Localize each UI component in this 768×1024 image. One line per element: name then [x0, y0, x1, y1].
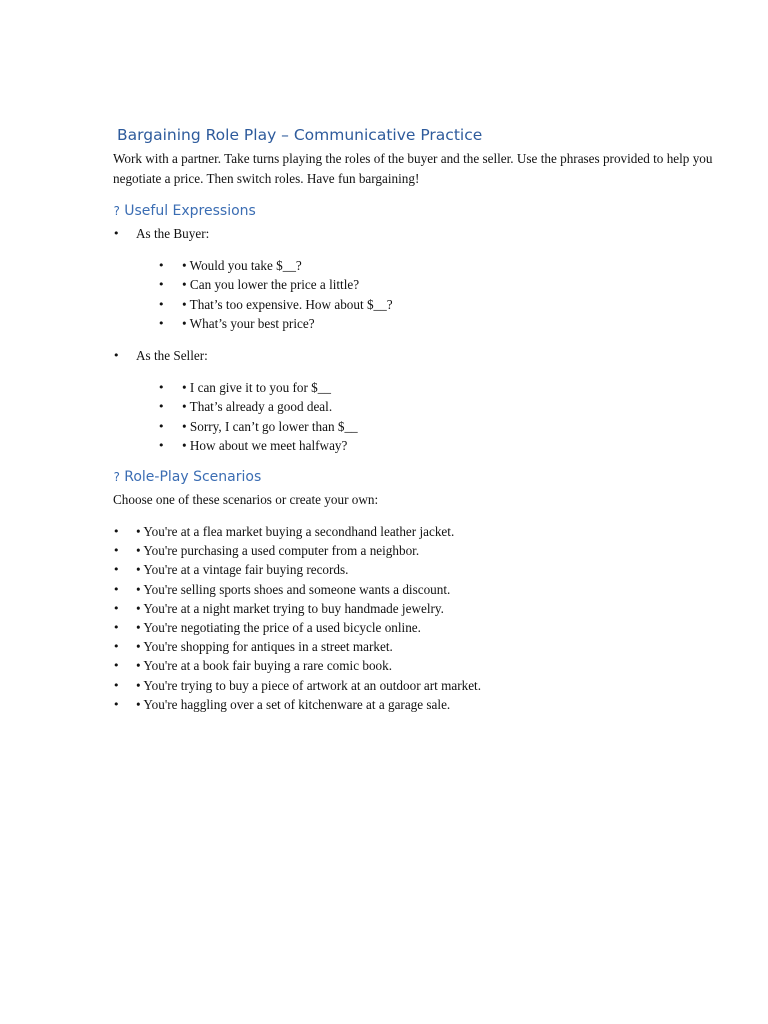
heading-emoji-placeholder-icon: ? [113, 204, 121, 218]
scenario-text: • You're haggling over a set of kitchenware at a garage sale. [136, 696, 451, 712]
bullet-icon: • [158, 438, 165, 452]
seller-phrases-list [136, 378, 713, 455]
bullet-icon: • [158, 297, 165, 311]
list-item [113, 522, 713, 541]
seller-group [113, 346, 713, 455]
scenario-text: • You're at a flea market buying a secondhand leather jacket. [136, 524, 455, 540]
seller-phrase: • How about we meet halfway? [182, 437, 348, 453]
seller-phrase: • Sorry, I can’t go lower than $__ [182, 418, 358, 434]
scenario-text: • You're purchasing a used computer from a neighbor. [136, 543, 420, 559]
seller-phrase: • That’s already a good deal. [182, 399, 333, 415]
buyer-phrases-list [136, 256, 713, 333]
bullet-icon: • [158, 381, 165, 395]
list-item [113, 676, 713, 695]
seller-label: As the Seller: [136, 348, 208, 364]
bullet-icon: • [113, 582, 120, 596]
useful-expressions-heading-text: Useful Expressions [124, 203, 256, 219]
bullet-icon: • [113, 621, 120, 635]
list-item [113, 656, 713, 675]
buyer-label: As the Buyer: [136, 226, 210, 241]
buyer-phrase: • What’s your best price? [182, 315, 315, 331]
bullet-icon: • [113, 227, 120, 240]
scenarios-heading [113, 467, 713, 487]
expressions-list [113, 224, 713, 455]
list-item [136, 436, 713, 455]
buyer-phrase: • Can you lower the price a little? [182, 277, 360, 293]
seller-phrase: • I can give it to you for $__ [182, 380, 331, 396]
list-item [136, 397, 713, 416]
list-item [113, 599, 713, 618]
scenarios-lead: Choose one of these scenarios or create your own: [113, 492, 379, 508]
scenario-text: • You're at a book fair buying a rare comic book. [136, 658, 393, 674]
list-item [136, 417, 713, 436]
bullet-icon: • [113, 678, 120, 692]
list-item [113, 580, 713, 599]
buyer-phrase: • That’s too expensive. How about $__? [182, 296, 393, 312]
list-item [113, 637, 713, 656]
scenarios-heading-text: Role-Play Scenarios [124, 469, 262, 486]
document-body [113, 124, 713, 714]
bullet-icon: • [113, 659, 120, 673]
bullet-icon: • [158, 419, 165, 433]
bullet-icon: • [158, 259, 165, 273]
scenario-text: • You're negotiating the price of a used bicycle online. [136, 620, 421, 636]
scenario-text: • You're trying to buy a piece of artwork at an outdoor art market. [136, 677, 482, 693]
bullet-icon: • [113, 601, 120, 615]
buyer-group [113, 224, 713, 333]
list-item [113, 618, 713, 637]
bullet-icon: • [113, 563, 120, 577]
list-item [113, 541, 713, 560]
useful-expressions-heading [113, 201, 713, 221]
scenarios-list [113, 522, 713, 714]
bullet-icon: • [113, 697, 120, 711]
scenario-text: • You're shopping for antiques in a street market. [136, 639, 393, 655]
bullet-icon: • [158, 278, 165, 292]
intro-paragraph: Work with a partner. Take turns playing the roles of the buyer and the seller. Use the phrases provided to help you negotiate a price. Then switch roles. Have fun bargaining! [113, 151, 713, 186]
heading-emoji-placeholder-icon: ? [113, 470, 121, 485]
bullet-icon: • [113, 349, 120, 363]
bullet-icon: • [158, 316, 165, 330]
scenario-text: • You're selling sports shoes and someone wants a discount. [136, 581, 451, 597]
bullet-icon: • [113, 640, 120, 654]
scenario-text: • You're at a vintage fair buying records. [136, 562, 349, 578]
list-item [136, 256, 713, 275]
list-item [113, 560, 713, 579]
list-item [136, 295, 713, 314]
list-item [136, 275, 713, 294]
buyer-phrase: • Would you take $__? [182, 258, 302, 274]
scenario-text: • You're at a night market trying to buy handmade jewelry. [136, 600, 444, 616]
bullet-icon: • [113, 525, 120, 539]
bullet-icon: • [158, 400, 165, 414]
list-item [136, 314, 713, 333]
bullet-icon: • [113, 544, 120, 558]
list-item [113, 695, 713, 714]
list-item [136, 378, 713, 397]
document-title: Bargaining Role Play – Communicative Practice [117, 126, 483, 144]
